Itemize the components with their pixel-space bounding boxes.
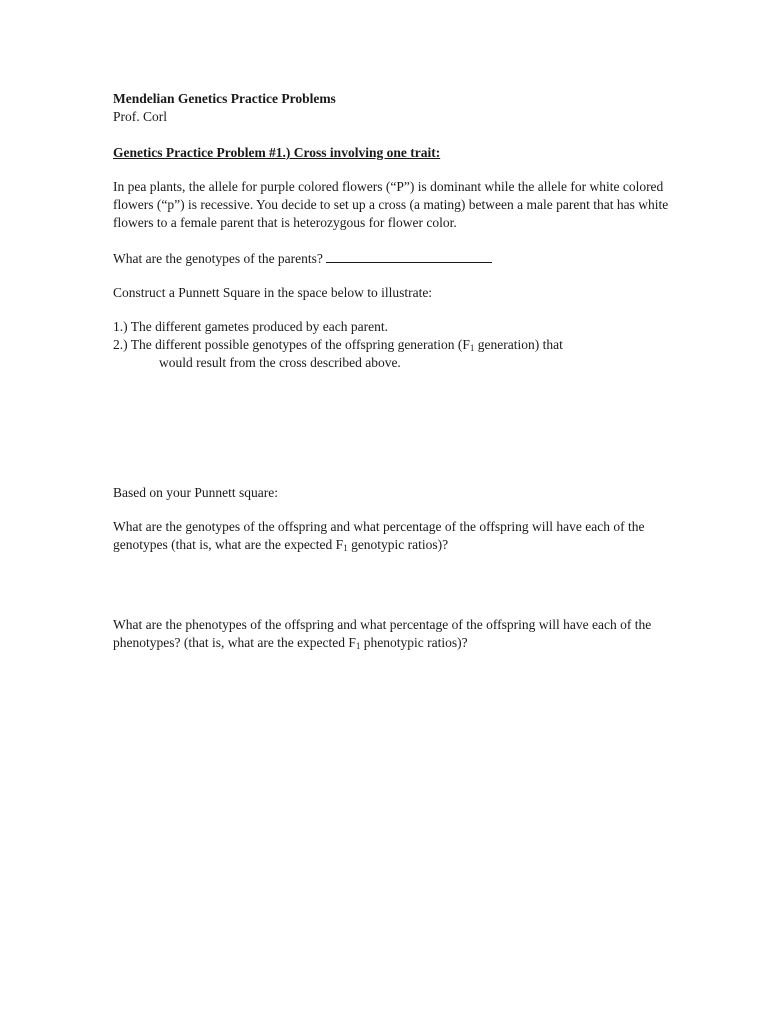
item2-text-pre: 2.) The different possible genotypes of the offspring generation (F: [113, 337, 470, 352]
document-page: [113, 90, 673, 652]
punnett-square-space: [113, 372, 673, 484]
instruction-item-1: 1.) The different gametes produced by each parent.: [113, 319, 389, 334]
phenotypes-question-pre: What are the phenotypes of the offspring and what percentage of the offspring will have each of the phenotypes? (that is, what are the expected F: [113, 617, 652, 650]
author-line: Prof. Corl: [113, 109, 167, 124]
phenotypes-question: [113, 616, 673, 652]
punnett-instruction: Construct a Punnett Square in the space below to illustrate:: [113, 285, 433, 300]
answer-blank: [326, 248, 492, 263]
phenotypes-question-post: phenotypic ratios)?: [360, 635, 468, 650]
f1-subscript: 1: [469, 343, 475, 353]
f1-subscript: 1: [355, 641, 361, 651]
document-title: Mendelian Genetics Practice Problems: [113, 91, 336, 106]
instruction-item-2: [113, 336, 673, 354]
based-on-heading: Based on your Punnett square:: [113, 485, 278, 500]
f1-subscript: 1: [343, 543, 348, 553]
genotypes-question: [113, 518, 673, 554]
parents-question: [113, 248, 673, 268]
instruction-item-2-continued: would result from the cross described above.: [159, 355, 401, 370]
item2-text-post: generation) that: [474, 337, 563, 352]
parents-question-text: What are the genotypes of the parents?: [113, 251, 323, 266]
genotypes-question-post: genotypic ratios)?: [347, 537, 449, 552]
intro-paragraph: In pea plants, the allele for purple colored flowers (“P”) is dominant while the allele for white colored flowers (“p”) is recessive. You decide to set up a cross (a mating) between a male parent that has white flowers to a female parent that is heterozygous for flower color.: [113, 179, 669, 230]
answer-space: [113, 554, 673, 616]
problem-heading: Genetics Practice Problem #1.) Cross involving one trait:: [113, 145, 441, 160]
genotypes-question-pre: What are the genotypes of the offspring and what percentage of the offspring will have each of the genotypes (that is, what are the expected F: [113, 519, 645, 552]
